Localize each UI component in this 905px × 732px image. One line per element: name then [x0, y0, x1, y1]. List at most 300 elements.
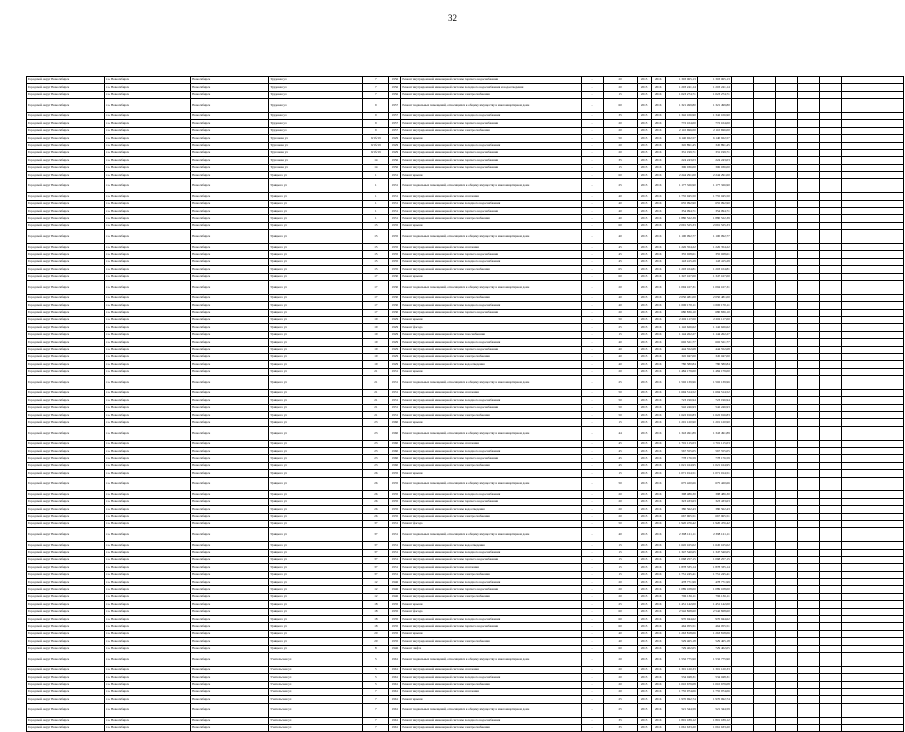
- municipality-cell: г.о. Новосибирск: [105, 309, 191, 316]
- empty-cell: [819, 215, 841, 222]
- end-year-cell: 2016: [651, 99, 665, 113]
- region-cell: Городской округ Новосибирск: [27, 251, 105, 258]
- cost-fund-cell: 796 136,11: [697, 593, 731, 600]
- build-year-cell: 1931: [389, 520, 401, 527]
- unit-dash-cell: -: [581, 542, 603, 549]
- empty-cell: [797, 608, 819, 615]
- street-cell: Трудовая ул: [269, 91, 363, 98]
- unit-dash-cell: -: [581, 258, 603, 265]
- table-row: [27, 470, 904, 477]
- street-cell: Урицкого ул: [269, 412, 363, 419]
- end-year-cell: 2016: [651, 77, 665, 84]
- empty-cell: [775, 112, 797, 119]
- empty-cell: [731, 440, 753, 447]
- unit-dash-cell: -: [581, 608, 603, 615]
- start-year-cell: 2015: [637, 309, 651, 316]
- empty-cell: [775, 426, 797, 440]
- unit-dash-cell: -: [581, 448, 603, 455]
- empty-cell: [819, 120, 841, 127]
- build-year-cell: 1961: [389, 696, 401, 703]
- house-number-cell: 1: [363, 193, 389, 200]
- house-number-cell: 23: [363, 448, 389, 455]
- empty-cell: [731, 696, 753, 703]
- cost-fund-cell: 729 402,05: [697, 645, 731, 652]
- region-cell: Городской округ Новосибирск: [27, 638, 105, 645]
- unit-dash-cell: -: [581, 266, 603, 273]
- unit-dash-cell: -: [581, 397, 603, 404]
- cost-total-cell: 345 891,45: [665, 142, 697, 149]
- house-number-cell: 26: [363, 470, 389, 477]
- empty-cell: [731, 266, 753, 273]
- empty-cell: [753, 135, 775, 142]
- empty-cell: [731, 99, 753, 113]
- end-year-cell: 2016: [651, 696, 665, 703]
- municipality-cell: г.о. Новосибирск: [105, 571, 191, 578]
- empty-cell: [753, 462, 775, 469]
- quantity-cell: 15: [603, 91, 637, 98]
- empty-cell: [731, 200, 753, 207]
- empty-cell: [775, 616, 797, 623]
- build-year-cell: 1930: [389, 294, 401, 301]
- municipality-cell: г.о. Новосибирск: [105, 258, 191, 265]
- build-year-cell: 1961: [389, 674, 401, 681]
- end-year-cell: 2016: [651, 208, 665, 215]
- region-cell: Городской округ Новосибирск: [27, 608, 105, 615]
- work-type-cell: Ремонт внутридомовой инженерной системы водоотведения: [401, 506, 581, 513]
- settlement-cell: Новосибирск: [191, 724, 269, 731]
- end-year-cell: 2016: [651, 717, 665, 724]
- cost-total-cell: 323 433,63: [665, 498, 697, 505]
- region-cell: Городской округ Новосибирск: [27, 520, 105, 527]
- quantity-cell: 15: [603, 549, 637, 556]
- build-year-cell: 1931: [389, 528, 401, 542]
- street-cell: Урицкого ул: [269, 549, 363, 556]
- street-cell: Учительская ул: [269, 652, 363, 666]
- municipality-cell: г.о. Новосибирск: [105, 324, 191, 331]
- street-cell: Урицкого ул: [269, 579, 363, 586]
- table-row: [27, 77, 904, 84]
- unit-dash-cell: -: [581, 331, 603, 338]
- settlement-cell: Новосибирск: [191, 412, 269, 419]
- unit-dash-cell: -: [581, 112, 603, 119]
- table-row: [27, 127, 904, 134]
- start-year-cell: 2015: [637, 455, 651, 462]
- municipality-cell: г.о. Новосибирск: [105, 638, 191, 645]
- table-row: [27, 666, 904, 673]
- end-year-cell: 2016: [651, 556, 665, 563]
- table-row: [27, 717, 904, 724]
- start-year-cell: 2015: [637, 142, 651, 149]
- build-year-cell: 1961: [389, 681, 401, 688]
- settlement-cell: Новосибирск: [191, 157, 269, 164]
- empty-cell: [819, 638, 841, 645]
- street-cell: Урицкого ул: [269, 623, 363, 630]
- region-cell: Городской округ Новосибирск: [27, 470, 105, 477]
- work-type-cell: Ремонт внутридомовой инженерной системы горячего водоснабжения: [401, 164, 581, 171]
- quantity-cell: 60: [603, 608, 637, 615]
- street-cell: Урицкого ул: [269, 376, 363, 390]
- empty-cell: [841, 549, 903, 556]
- build-year-cell: 1960: [389, 455, 401, 462]
- cost-fund-cell: 1 301 120,33: [697, 666, 731, 673]
- unit-dash-cell: -: [581, 164, 603, 171]
- table-row: [27, 273, 904, 280]
- empty-cell: [819, 498, 841, 505]
- end-year-cell: 2016: [651, 608, 665, 615]
- work-type-cell: Ремонт внутридомовой инженерной системы холодного водоснабжения: [401, 397, 581, 404]
- unit-dash-cell: -: [581, 376, 603, 390]
- empty-cell: [797, 404, 819, 411]
- unit-dash-cell: -: [581, 193, 603, 200]
- empty-cell: [819, 230, 841, 244]
- empty-cell: [819, 193, 841, 200]
- quantity-cell: 25: [603, 696, 637, 703]
- start-year-cell: 2015: [637, 135, 651, 142]
- empty-cell: [797, 688, 819, 695]
- work-type-cell: Ремонт внутридомовой инженерной системы горячего водоснабжения: [401, 455, 581, 462]
- work-type-cell: Ремонт внутридомовой инженерной системы электроснабжения: [401, 462, 581, 469]
- build-year-cell: 1956: [389, 84, 401, 91]
- table-row: [27, 616, 904, 623]
- empty-cell: [775, 717, 797, 724]
- empty-cell: [819, 579, 841, 586]
- region-cell: Городской округ Новосибирск: [27, 157, 105, 164]
- empty-cell: [753, 448, 775, 455]
- work-type-cell: Ремонт внутридомовой инженерной системы отопления: [401, 564, 581, 571]
- start-year-cell: 2015: [637, 222, 651, 229]
- table-row: [27, 630, 904, 637]
- house-number-cell: 21: [363, 404, 389, 411]
- empty-cell: [775, 397, 797, 404]
- settlement-cell: Новосибирск: [191, 294, 269, 301]
- quantity-cell: 40: [603, 200, 637, 207]
- start-year-cell: 2015: [637, 368, 651, 375]
- empty-cell: [841, 172, 903, 179]
- empty-cell: [775, 688, 797, 695]
- region-cell: Городской округ Новосибирск: [27, 324, 105, 331]
- municipality-cell: г.о. Новосибирск: [105, 376, 191, 390]
- start-year-cell: 2015: [637, 470, 651, 477]
- build-year-cell: 1956: [389, 164, 401, 171]
- empty-cell: [731, 608, 753, 615]
- empty-cell: [731, 564, 753, 571]
- build-year-cell: 1931: [389, 179, 401, 193]
- empty-cell: [797, 556, 819, 563]
- empty-cell: [819, 666, 841, 673]
- quantity-cell: 60: [603, 172, 637, 179]
- work-type-cell: Ремонт крыши: [401, 368, 581, 375]
- municipality-cell: г.о. Новосибирск: [105, 91, 191, 98]
- empty-cell: [753, 397, 775, 404]
- empty-cell: [797, 99, 819, 113]
- table-row: [27, 172, 904, 179]
- start-year-cell: 2015: [637, 179, 651, 193]
- settlement-cell: Новосибирск: [191, 127, 269, 134]
- start-year-cell: 2015: [637, 601, 651, 608]
- empty-cell: [753, 513, 775, 520]
- settlement-cell: Новосибирск: [191, 477, 269, 491]
- street-cell: Учительская ул: [269, 681, 363, 688]
- cost-total-cell: 354 094,71: [665, 208, 697, 215]
- region-cell: Городской округ Новосибирск: [27, 404, 105, 411]
- settlement-cell: Новосибирск: [191, 440, 269, 447]
- quantity-cell: 35: [603, 112, 637, 119]
- end-year-cell: 2016: [651, 506, 665, 513]
- empty-cell: [841, 376, 903, 390]
- empty-cell: [841, 520, 903, 527]
- quantity-cell: 20: [603, 666, 637, 673]
- cost-total-cell: 778 176,59: [665, 455, 697, 462]
- empty-cell: [775, 404, 797, 411]
- empty-cell: [841, 179, 903, 193]
- empty-cell: [841, 193, 903, 200]
- empty-cell: [819, 368, 841, 375]
- start-year-cell: 2015: [637, 84, 651, 91]
- cost-fund-cell: 1 878 335,14: [697, 564, 731, 571]
- cost-fund-cell: 2 398 121,11: [697, 528, 731, 542]
- empty-cell: [775, 593, 797, 600]
- settlement-cell: Новосибирск: [191, 426, 269, 440]
- region-cell: Городской округ Новосибирск: [27, 77, 105, 84]
- street-cell: Трудовая ул: [269, 127, 363, 134]
- settlement-cell: Новосибирск: [191, 608, 269, 615]
- cost-fund-cell: 1 226 354,22: [697, 244, 731, 251]
- empty-cell: [731, 681, 753, 688]
- house-number-cell: 37: [363, 520, 389, 527]
- empty-cell: [797, 222, 819, 229]
- empty-cell: [841, 149, 903, 156]
- work-type-cell: Ремонт подвальных помещений, относящихся к общему имуществу в многоквартирном доме: [401, 376, 581, 390]
- empty-cell: [797, 200, 819, 207]
- empty-cell: [753, 339, 775, 346]
- table-row: [27, 440, 904, 447]
- empty-cell: [819, 556, 841, 563]
- empty-cell: [731, 688, 753, 695]
- empty-cell: [753, 419, 775, 426]
- build-year-cell: 1957: [389, 112, 401, 119]
- empty-cell: [731, 556, 753, 563]
- cost-total-cell: 1 144 262,27: [665, 331, 697, 338]
- work-type-cell: Ремонт внутридомовой инженерной системы горячего водоснабжения: [401, 346, 581, 353]
- street-cell: Учительская ул: [269, 703, 363, 717]
- start-year-cell: 2015: [637, 157, 651, 164]
- empty-cell: [731, 513, 753, 520]
- empty-cell: [731, 426, 753, 440]
- cost-total-cell: 1 061 633,20: [665, 724, 697, 731]
- cost-fund-cell: 534 048,31: [697, 674, 731, 681]
- empty-cell: [731, 316, 753, 323]
- unit-dash-cell: -: [581, 564, 603, 571]
- street-cell: Урицкого ул: [269, 564, 363, 571]
- quantity-cell: 40: [603, 294, 637, 301]
- street-cell: Урицкого ул: [269, 440, 363, 447]
- empty-cell: [731, 346, 753, 353]
- cost-fund-cell: 355 028,61: [697, 251, 731, 258]
- region-cell: Городской округ Новосибирск: [27, 389, 105, 396]
- end-year-cell: 2016: [651, 266, 665, 273]
- capital-repair-table: [26, 76, 904, 732]
- empty-cell: [797, 440, 819, 447]
- empty-cell: [797, 681, 819, 688]
- municipality-cell: г.о. Новосибирск: [105, 397, 191, 404]
- end-year-cell: 2016: [651, 127, 665, 134]
- work-type-cell: Ремонт подвальных помещений, относящихся к общему имуществу в многоквартирном доме: [401, 426, 581, 440]
- empty-cell: [775, 258, 797, 265]
- empty-cell: [731, 244, 753, 251]
- start-year-cell: 2015: [637, 376, 651, 390]
- start-year-cell: 2015: [637, 608, 651, 615]
- quantity-cell: 15: [603, 419, 637, 426]
- cost-total-cell: 355 028,61: [665, 251, 697, 258]
- empty-cell: [797, 586, 819, 593]
- build-year-cell: 1929: [389, 142, 401, 149]
- start-year-cell: 2015: [637, 230, 651, 244]
- build-year-cell: 1929: [389, 339, 401, 346]
- start-year-cell: 2015: [637, 127, 651, 134]
- table-row: [27, 645, 904, 652]
- empty-cell: [753, 215, 775, 222]
- start-year-cell: 2015: [637, 331, 651, 338]
- empty-cell: [819, 353, 841, 360]
- cost-fund-cell: 1 100 092,77: [697, 230, 731, 244]
- table-row: [27, 419, 904, 426]
- empty-cell: [753, 528, 775, 542]
- build-year-cell: 1929: [389, 324, 401, 331]
- settlement-cell: Новосибирск: [191, 520, 269, 527]
- unit-dash-cell: -: [581, 302, 603, 309]
- work-type-cell: Ремонт подвальных помещений, относящихся к общему имуществу в многоквартирном доме: [401, 477, 581, 491]
- end-year-cell: 2016: [651, 681, 665, 688]
- settlement-cell: Новосибирск: [191, 172, 269, 179]
- end-year-cell: 2016: [651, 164, 665, 171]
- empty-cell: [797, 142, 819, 149]
- build-year-cell: 1931: [389, 549, 401, 556]
- unit-dash-cell: -: [581, 361, 603, 368]
- house-number-cell: 26: [363, 513, 389, 520]
- quantity-cell: 65: [603, 266, 637, 273]
- empty-cell: [775, 127, 797, 134]
- start-year-cell: 2015: [637, 164, 651, 171]
- work-type-cell: Ремонт внутридомовой инженерной системы газоснабжения: [401, 331, 581, 338]
- build-year-cell: 1946: [389, 579, 401, 586]
- build-year-cell: 1961: [389, 652, 401, 666]
- empty-cell: [731, 571, 753, 578]
- table-row: [27, 361, 904, 368]
- work-type-cell: Ремонт внутридомовой инженерной системы горячего водоснабжения: [401, 556, 581, 563]
- empty-cell: [775, 462, 797, 469]
- end-year-cell: 2016: [651, 470, 665, 477]
- settlement-cell: Новосибирск: [191, 703, 269, 717]
- house-number-cell: 17: [363, 302, 389, 309]
- house-number-cell: 15: [363, 244, 389, 251]
- empty-cell: [731, 549, 753, 556]
- table-row: [27, 302, 904, 309]
- municipality-cell: г.о. Новосибирск: [105, 215, 191, 222]
- settlement-cell: Новосибирск: [191, 645, 269, 652]
- work-type-cell: Ремонт внутридомовой инженерной системы электроснабжения: [401, 724, 581, 731]
- region-cell: Городской округ Новосибирск: [27, 703, 105, 717]
- work-type-cell: Ремонт внутридомовой инженерной системы электроснабжения: [401, 215, 581, 222]
- empty-cell: [841, 215, 903, 222]
- street-cell: Урицкого ул: [269, 645, 363, 652]
- empty-cell: [841, 724, 903, 731]
- work-type-cell: Ремонт внутридомовой инженерной системы электроснабжения: [401, 593, 581, 600]
- cost-fund-cell: 1 203 104,81: [697, 266, 731, 273]
- empty-cell: [841, 316, 903, 323]
- quantity-cell: 40: [603, 302, 637, 309]
- end-year-cell: 2016: [651, 346, 665, 353]
- end-year-cell: 2016: [651, 91, 665, 98]
- empty-cell: [797, 674, 819, 681]
- empty-cell: [841, 99, 903, 113]
- municipality-cell: г.о. Новосибирск: [105, 179, 191, 193]
- work-type-cell: Ремонт подвальных помещений, относящихся к общему имуществу в многоквартирном доме: [401, 652, 581, 666]
- unit-dash-cell: -: [581, 666, 603, 673]
- empty-cell: [731, 230, 753, 244]
- empty-cell: [731, 506, 753, 513]
- settlement-cell: Новосибирск: [191, 361, 269, 368]
- cost-fund-cell: 464 055,51: [697, 623, 731, 630]
- empty-cell: [841, 84, 903, 91]
- region-cell: Городской округ Новосибирск: [27, 681, 105, 688]
- quantity-cell: 50: [603, 135, 637, 142]
- cost-total-cell: 567 555,05: [665, 448, 697, 455]
- quantity-cell: 60: [603, 99, 637, 113]
- cost-fund-cell: 1 701 115,03: [697, 440, 731, 447]
- empty-cell: [775, 77, 797, 84]
- settlement-cell: Новосибирск: [191, 331, 269, 338]
- empty-cell: [819, 470, 841, 477]
- table-row: [27, 142, 904, 149]
- empty-cell: [775, 638, 797, 645]
- quantity-cell: 20: [603, 681, 637, 688]
- empty-cell: [731, 331, 753, 338]
- settlement-cell: Новосибирск: [191, 638, 269, 645]
- empty-cell: [775, 84, 797, 91]
- street-cell: Урицкого ул: [269, 193, 363, 200]
- settlement-cell: Новосибирск: [191, 149, 269, 156]
- end-year-cell: 2016: [651, 331, 665, 338]
- empty-cell: [775, 215, 797, 222]
- empty-cell: [753, 280, 775, 294]
- quantity-cell: 20: [603, 586, 637, 593]
- work-type-cell: Ремонт внутридомовой инженерной системы отопления: [401, 666, 581, 673]
- end-year-cell: 2016: [651, 258, 665, 265]
- house-number-cell: 37: [363, 571, 389, 578]
- house-number-cell: 15: [363, 222, 389, 229]
- settlement-cell: Новосибирск: [191, 99, 269, 113]
- settlement-cell: Новосибирск: [191, 666, 269, 673]
- street-cell: Урицкого ул: [269, 556, 363, 563]
- empty-cell: [819, 127, 841, 134]
- empty-cell: [819, 361, 841, 368]
- build-year-cell: 1935: [389, 258, 401, 265]
- cost-fund-cell: 380 562,43: [697, 506, 731, 513]
- empty-cell: [841, 586, 903, 593]
- cost-fund-cell: 1 970 692,74: [697, 696, 731, 703]
- municipality-cell: г.о. Новосибирск: [105, 579, 191, 586]
- empty-cell: [775, 164, 797, 171]
- empty-cell: [775, 645, 797, 652]
- quantity-cell: 20: [603, 280, 637, 294]
- empty-cell: [797, 412, 819, 419]
- street-cell: Урицкого ул: [269, 593, 363, 600]
- cost-total-cell: 1 343 491,89: [665, 426, 697, 440]
- empty-cell: [841, 244, 903, 251]
- house-number-cell: 9: [363, 120, 389, 127]
- table-row: [27, 397, 904, 404]
- region-cell: Городской округ Новосибирск: [27, 630, 105, 637]
